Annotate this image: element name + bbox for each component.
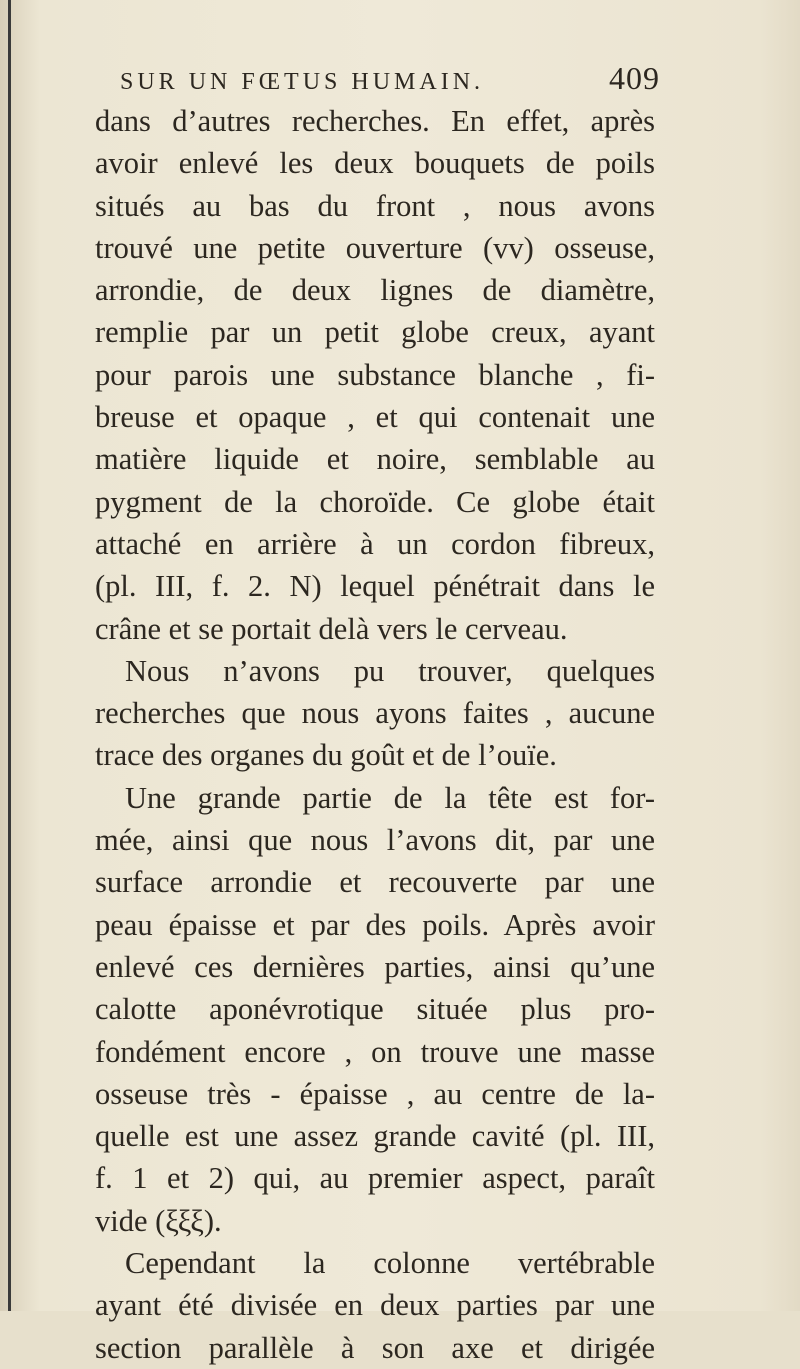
paragraph-2 [95, 650, 655, 777]
body-text [95, 100, 655, 1369]
text-line: fondément encore , on trouve une masse [95, 1034, 655, 1069]
text-line: section parallèle à son axe et dirigée [95, 1330, 655, 1365]
text-line: attaché en arrière à un cordon fibreux, [95, 526, 655, 561]
text-line: trace des organes du goût et de l’ouïe. [95, 738, 557, 773]
running-head [120, 60, 660, 97]
text-line: Nous n’avons pu trouver, quelques [125, 653, 655, 688]
text-line: matière liquide et noire, semblable au [95, 442, 655, 477]
text-line: peau épaisse et par des poils. Après avoir [95, 907, 655, 942]
text-line: osseuse très - épaisse , au centre de la- [95, 1076, 655, 1111]
paragraph-3 [95, 777, 655, 1242]
text-line: crâne et se portait delà vers le cerveau. [95, 611, 568, 646]
text-line: recherches que nous ayons faites , aucune [95, 696, 655, 731]
text-line: surface arrondie et recouverte par une [95, 865, 655, 900]
text-line: breuse et opaque , et qui contenait une [95, 400, 655, 435]
text-line: (pl. III, f. 2. N) lequel pénétrait dans le [95, 569, 655, 604]
text-line: ayant été divisée en deux parties par une [95, 1288, 655, 1323]
paragraph-4 [95, 1242, 655, 1369]
text-line: remplie par un petit globe creux, ayant [95, 315, 655, 350]
text-line: calotte aponévrotique située plus pro- [95, 992, 655, 1027]
text-line: situés au bas du front , nous avons [95, 188, 655, 223]
running-title: SUR UN FŒTUS HUMAIN. [120, 69, 485, 95]
text-line: mée, ainsi que nous l’avons dit, par une [95, 823, 655, 858]
text-line: dans d’autres recherches. En effet, après [95, 104, 655, 138]
text-line: enlevé ces dernières parties, ainsi qu’une [95, 949, 655, 984]
paragraph-1 [95, 100, 655, 650]
text-line: vide (ξξξ). [95, 1203, 222, 1238]
text-line: pygment de la choroïde. Ce globe était [95, 484, 655, 519]
text-line: quelle est une assez grande cavité (pl. III, [95, 1119, 655, 1154]
text-line: pour parois une substance blanche , fi- [95, 357, 655, 392]
text-line: f. 1 et 2) qui, au premier aspect, paraît [95, 1161, 655, 1196]
text-line: trouvé une petite ouverture (vv) osseuse, [95, 230, 655, 265]
page-edge-line [8, 0, 11, 1311]
text-line: arrondie, de deux lignes de diamètre, [95, 273, 655, 308]
text-line: Cependant la colonne vertébrable [125, 1246, 655, 1281]
page-number: 409 [609, 60, 660, 96]
text-line: Une grande partie de la tête est for- [125, 780, 655, 815]
text-line: avoir enlevé les deux bouquets de poils [95, 146, 655, 181]
